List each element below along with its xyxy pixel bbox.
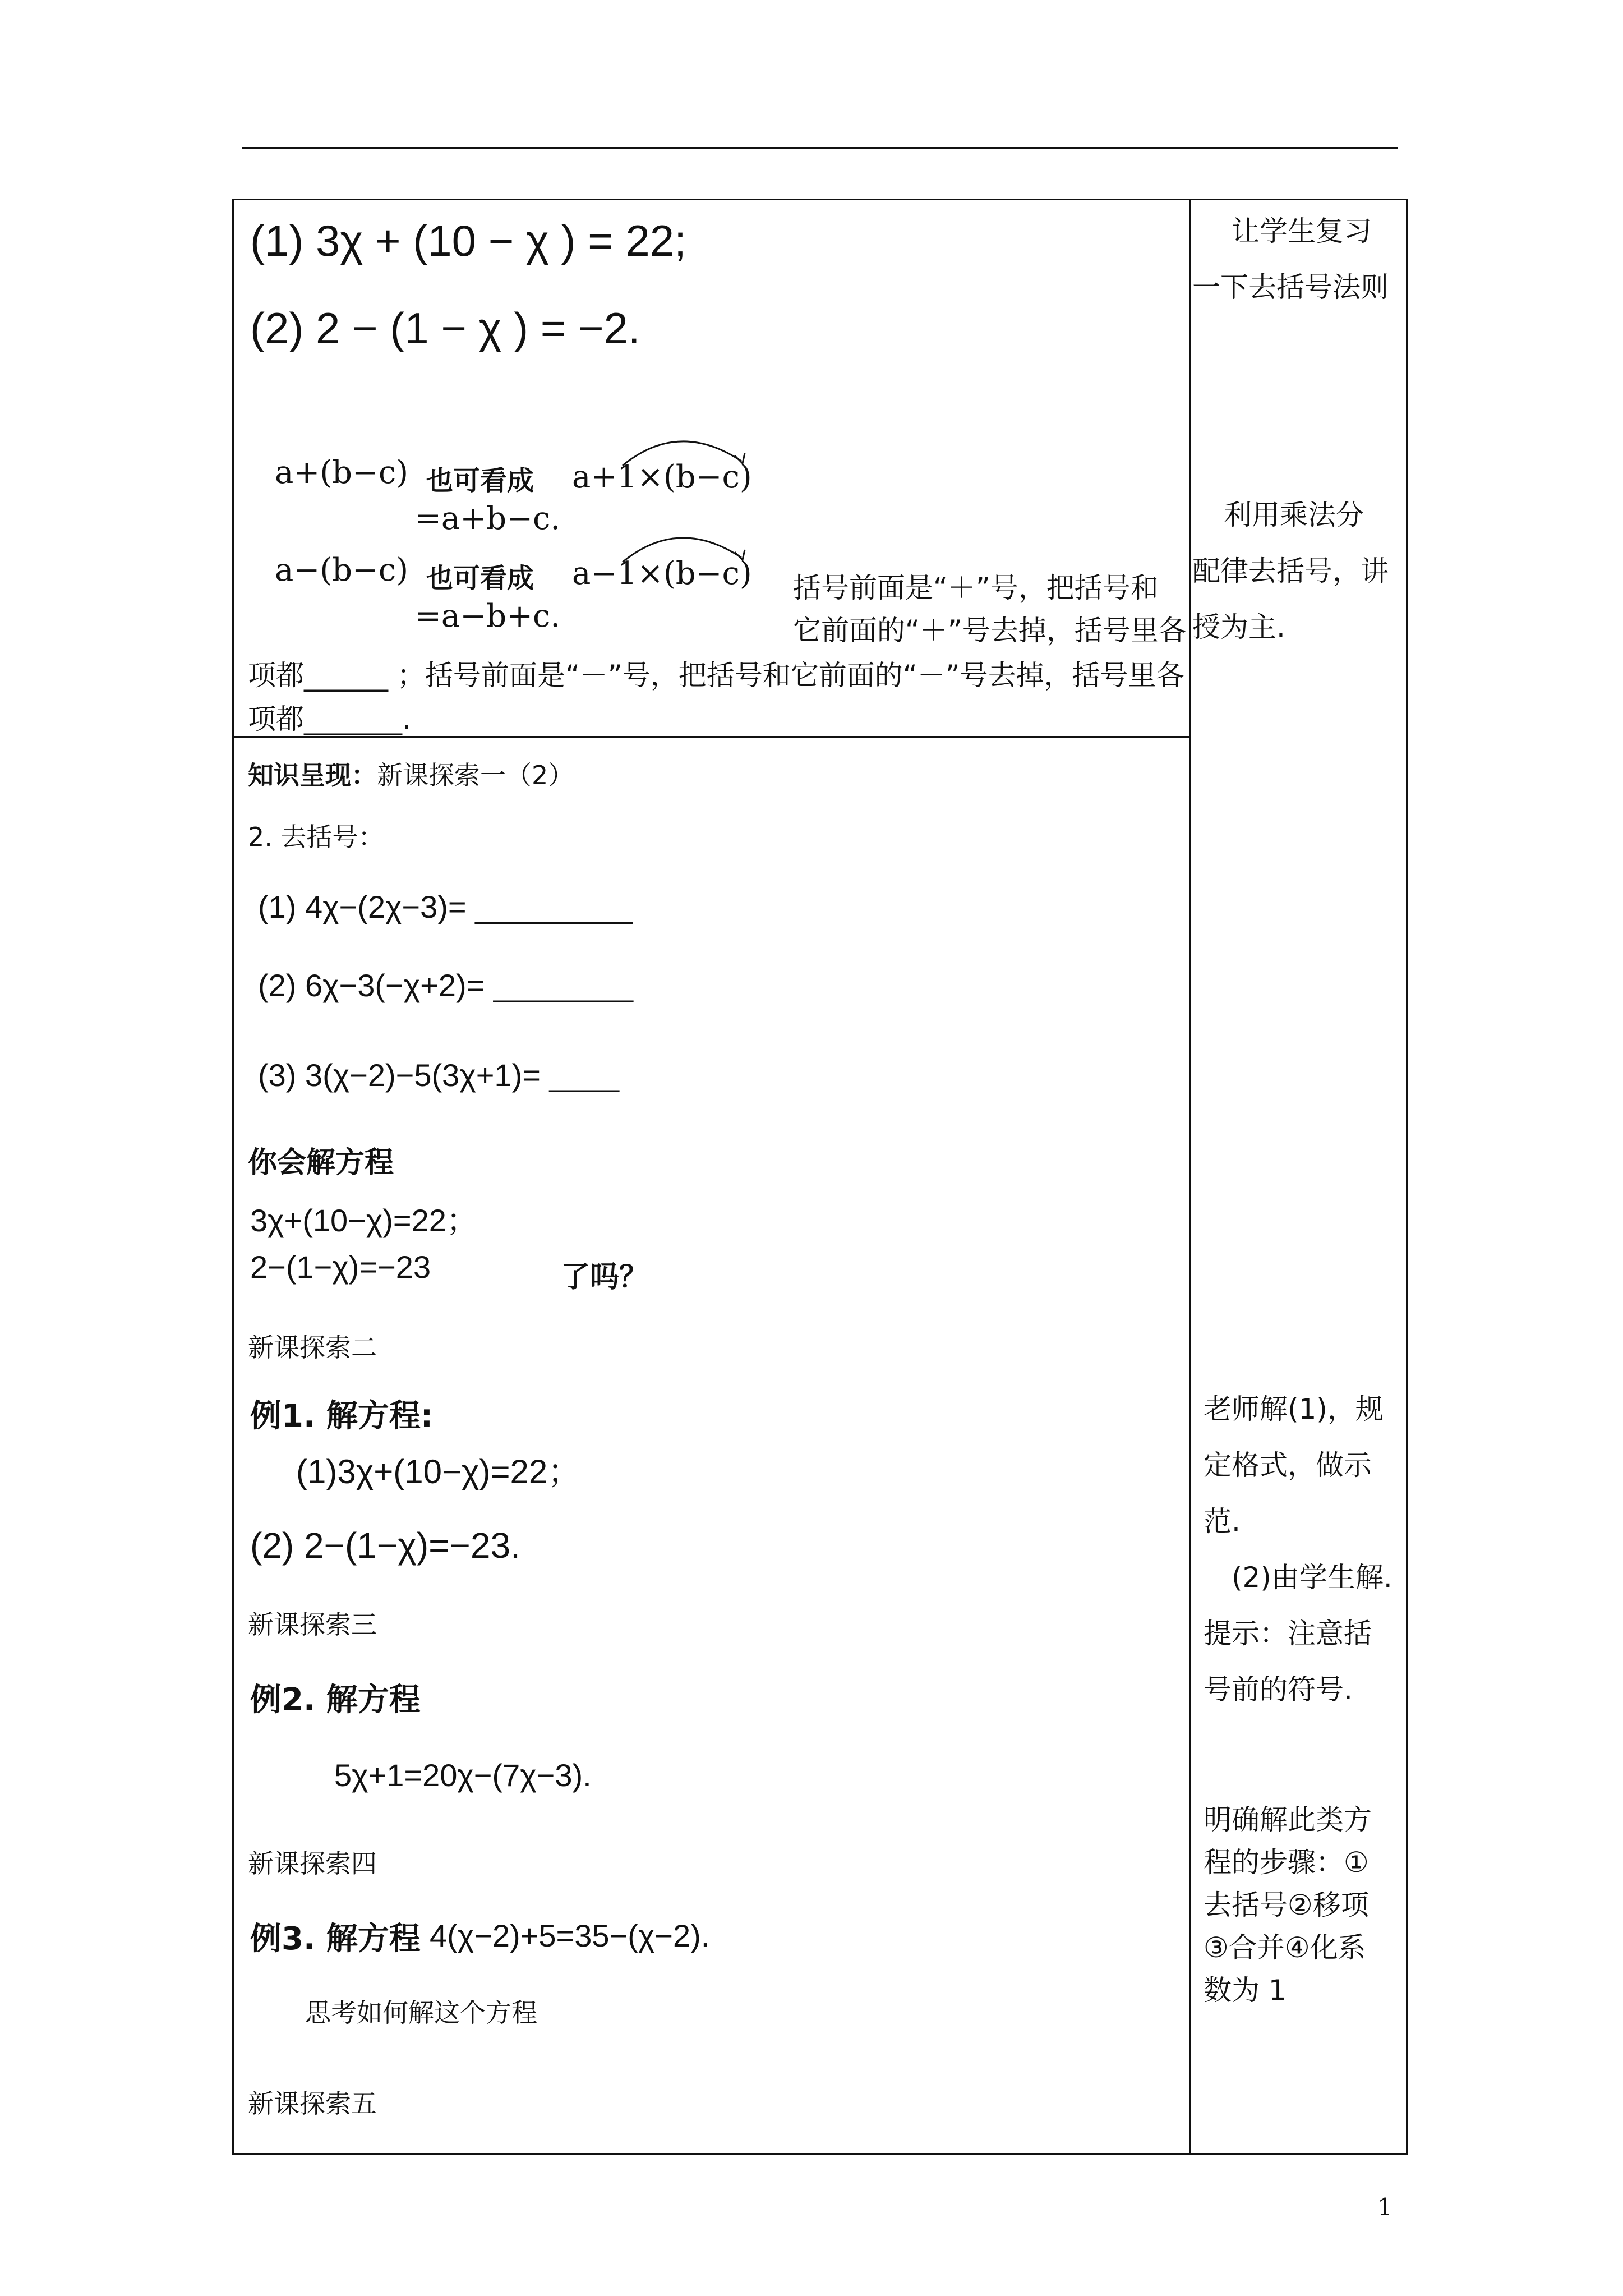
rule-text-line-2: 它前面的“＋”号去掉，括号里各 — [793, 614, 1187, 647]
think-prompt: 思考如何解这个方程 — [305, 1998, 537, 2028]
side-note-1-line-2: 一下去括号法则 — [1192, 271, 1389, 303]
side-note-3-line-5: 提示：注意括 — [1204, 1617, 1372, 1650]
expr2-right: a−1×(b−c) — [572, 555, 752, 592]
section-4-label: 新课探索四 — [248, 1848, 377, 1879]
side-note-2 — [1192, 487, 1403, 655]
header-rule — [242, 147, 1398, 149]
table-border-right — [1406, 199, 1408, 2155]
example-1-label: 例1. 解方程: — [250, 1398, 434, 1434]
question-2: (2) 6χ−3(−χ+2)= ________ — [258, 968, 634, 1003]
side-note-4-line-3: 去括号②移项 — [1204, 1889, 1369, 1921]
expr1-right: a+1×(b−c) — [572, 459, 752, 495]
expr1-result: =a+b−c. — [415, 500, 561, 537]
example-3-label: 例3. 解方程 — [250, 1921, 421, 1957]
expr2-arc-arrow — [617, 527, 751, 567]
question-1: (1) 4χ−(2χ−3)= _________ — [258, 889, 633, 924]
side-note-3-line-1: 老师解(1)，规 — [1204, 1393, 1384, 1425]
side-note-3-line-4: (2)由学生解. — [1232, 1561, 1393, 1594]
expr2-result: =a−b+c. — [415, 598, 561, 634]
side-note-4-line-4: ③合并④化系 — [1204, 1931, 1366, 1964]
example-1-equation-1: (1)3χ+(10−χ)=22； — [296, 1453, 582, 1490]
side-note-3-line-2: 定格式，做示 — [1204, 1449, 1372, 1481]
example-3-equation: 4(χ−2)+5=35−(χ−2). — [430, 1918, 710, 1953]
row1-equation-2: (2) 2 − (1 − χ ) = −2. — [250, 303, 640, 353]
example-2-label: 例2. 解方程 — [250, 1682, 421, 1718]
side-note-4 — [1204, 1798, 1405, 2012]
item-title: 2. 去括号： — [248, 822, 384, 852]
side-note-3-line-3: 范. — [1204, 1505, 1241, 1538]
rule-text-line-1: 括号前面是“＋”号，把括号和 — [793, 572, 1159, 604]
page-number: 1 — [1377, 2193, 1393, 2221]
side-note-4-line-1: 明确解此类方 — [1204, 1803, 1372, 1836]
side-note-1-line-1: 让学生复习 — [1232, 215, 1372, 247]
section-5-label: 新课探索五 — [248, 2088, 377, 2119]
example-1-equation-2: (2) 2−(1−χ)=−23. — [250, 1525, 520, 1566]
side-note-3 — [1204, 1381, 1405, 1718]
section-2-label: 新课探索二 — [248, 1332, 377, 1363]
expr2-left: a−(b−c) — [275, 552, 409, 588]
section-heading — [248, 755, 574, 792]
side-note-2-line-1: 利用乘法分 — [1224, 499, 1364, 531]
ask-equation-1: 3χ+(10−χ)=22； — [250, 1203, 478, 1238]
ask-title: 你会解方程 — [248, 1146, 394, 1180]
side-note-2-line-2: 配律去括号，讲 — [1192, 555, 1389, 587]
expr2-mid: 也可看成 — [426, 563, 534, 594]
section-heading-bold: 知识呈现： — [248, 760, 377, 790]
table-border-bottom — [232, 2153, 1408, 2155]
side-note-3-line-6: 号前的符号. — [1204, 1673, 1353, 1706]
ask-equation-2: 2−(1−χ)=−23 — [250, 1249, 431, 1285]
ask-tail: 了吗？ — [561, 1260, 649, 1294]
table-border-left — [232, 199, 234, 2155]
expr1-arc-arrow — [617, 431, 751, 470]
side-note-2-line-3: 授为主. — [1192, 611, 1285, 643]
side-note-4-line-2: 程的步骤：① — [1204, 1846, 1369, 1879]
example-2-equation: 5χ+1=20χ−(7χ−3). — [334, 1757, 592, 1793]
table-border-top — [232, 199, 1408, 200]
section-heading-rest: 新课探索一（2） — [377, 760, 574, 790]
rule-text-line-4: 项都_______. — [248, 703, 411, 735]
side-note-1 — [1192, 203, 1403, 315]
side-note-4-line-5: 数为 1 — [1204, 1974, 1287, 2007]
row1-equation-1: (1) 3χ + (10 − χ ) = 22; — [250, 216, 686, 265]
section-3-label: 新课探索三 — [248, 1609, 377, 1640]
expr1-left: a+(b−c) — [275, 454, 409, 491]
question-3: (3) 3(χ−2)−5(3χ+1)= ____ — [258, 1057, 620, 1093]
table-column-divider — [1189, 199, 1191, 2155]
expr1-mid: 也可看成 — [426, 465, 534, 496]
rule-text-line-3: 项都______ ；括号前面是“－”号，把括号和它前面的“－”号去掉，括号里各 — [248, 659, 1184, 692]
